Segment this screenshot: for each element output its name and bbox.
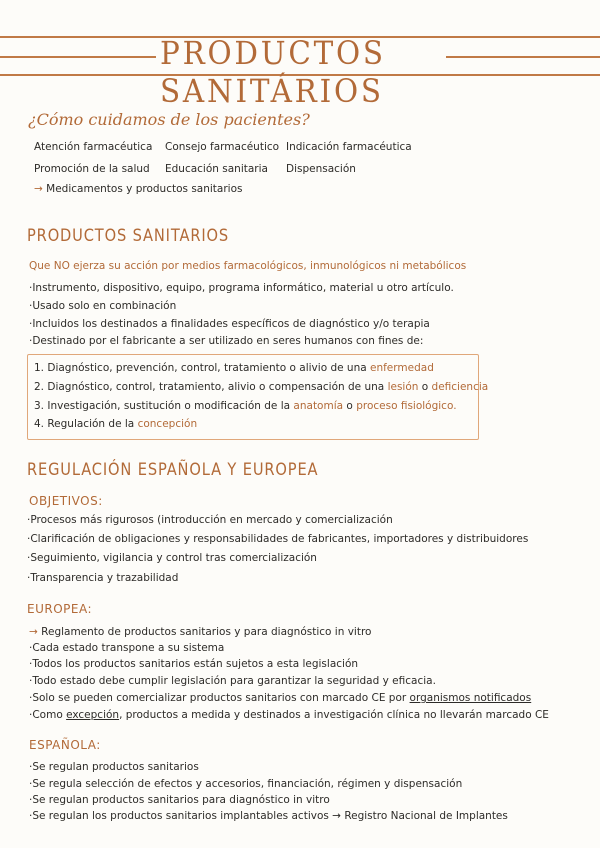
spain-label: ESPAÑOLA: (29, 738, 101, 752)
section-heading-products: PRODUCTOS SANITARIOS (27, 226, 230, 246)
europe-item-text: ·Como (29, 709, 67, 721)
spain-item: ·Se regulan productos sanitarios (29, 761, 199, 773)
europe-item (29, 709, 549, 721)
europe-item (29, 692, 531, 704)
objective-item: ·Procesos más rigurosos (introducción en mercado y comercialización (27, 514, 393, 526)
care-arrow-row (34, 183, 242, 195)
purposes-box (27, 354, 489, 440)
purpose-item (34, 400, 457, 412)
purpose-highlight: enfermedad (370, 362, 434, 374)
purpose-text: 1. Diagnóstico, prevención, control, tratamiento o alivio de una (34, 362, 370, 374)
care-question: ¿Cómo cuidamos de los pacientes? (28, 110, 310, 129)
purpose-text: 3. Investigación, sustitución o modificación de la (34, 400, 294, 412)
europe-first-item: Reglamento de productos sanitarios y para diagnóstico in vitro (41, 626, 372, 638)
header-line-left (0, 56, 156, 58)
care-item: Consejo farmacéutico (165, 141, 280, 153)
europe-label: EUROPEA: (27, 602, 93, 616)
objective-item: ·Clarificación de obligaciones y responsabilidades de fabricantes, importadores y distribuidores (27, 533, 529, 545)
arrow-icon: → (29, 626, 38, 638)
products-bullet: ·Usado solo en combinación (29, 300, 177, 312)
care-item: Indicación farmacéutica (286, 141, 412, 153)
europe-underline: excepción (66, 709, 120, 721)
products-intro: Que NO ejerza su acción por medios farmacológicos, inmunológicos ni metabólicos (29, 260, 467, 272)
spain-item: ·Se regulan los productos sanitarios implantables activos → Registro Nacional de Implantes (29, 810, 508, 822)
europe-item: ·Cada estado transpone a su sistema (29, 642, 225, 654)
purpose-text: 2. Diagnóstico, control, tratamiento, alivio o compensación de una (34, 381, 388, 393)
europe-item: ·Todos los productos sanitarios están sujetos a esta legislación (29, 658, 359, 670)
europe-item-text: ·Solo se pueden comercializar productos sanitarios con marcado CE por (29, 692, 410, 704)
products-bullet: ·Instrumento, dispositivo, equipo, programa informático, material u otro artículo. (29, 282, 454, 294)
purpose-highlight: lesión (387, 381, 419, 393)
spain-item: ·Se regula selección de efectos y accesorios, financiación, régimen y dispensación (29, 778, 463, 790)
products-bullet: ·Destinado por el fabricante a ser utilizado en seres humanos con fines de: (29, 335, 424, 347)
objective-item: ·Seguimiento, vigilancia y control tras comercialización (27, 552, 317, 564)
objective-item: ·Transparencia y trazabilidad (27, 572, 179, 584)
purpose-text: 4. Regulación de la (34, 418, 138, 430)
purpose-item (34, 381, 488, 393)
care-item: Promoción de la salud (34, 163, 150, 175)
care-arrow-item: Medicamentos y productos sanitarios (46, 183, 243, 195)
europe-item-text: , productos a medida y destinados a investigación clínica no llevarán marcado CE (119, 709, 549, 721)
europe-underline: organismos notificados (409, 692, 532, 704)
europe-first-row (29, 626, 371, 638)
purpose-text: o (343, 400, 357, 412)
purpose-text: o (418, 381, 432, 393)
purpose-highlight: anatomía (293, 400, 344, 412)
products-bullet: ·Incluidos los destinados a finalidades específicos de diagnóstico y/o terapia (29, 318, 430, 330)
purpose-highlight: concepción (137, 418, 198, 430)
arrow-icon: → (34, 183, 43, 195)
care-item: Educación sanitaria (165, 163, 268, 175)
purpose-item (34, 362, 434, 374)
europe-item: ·Todo estado debe cumplir legislación para garantizar la seguridad y eficacia. (29, 675, 436, 687)
care-item: Atención farmacéutica (34, 141, 153, 153)
objectives-label: OBJETIVOS: (29, 494, 103, 508)
page-title: PRODUCTOS SANITÁRIOS (160, 34, 386, 110)
purpose-item (34, 418, 197, 430)
purpose-highlight: deficiencia (431, 381, 489, 393)
section-heading-regulation: REGULACIÓN ESPAÑOLA Y EUROPEA (27, 460, 319, 480)
purpose-highlight: proceso fisiológico. (356, 400, 457, 412)
care-item: Dispensación (286, 163, 356, 175)
spain-item: ·Se regulan productos sanitarios para diagnóstico in vitro (29, 794, 330, 806)
